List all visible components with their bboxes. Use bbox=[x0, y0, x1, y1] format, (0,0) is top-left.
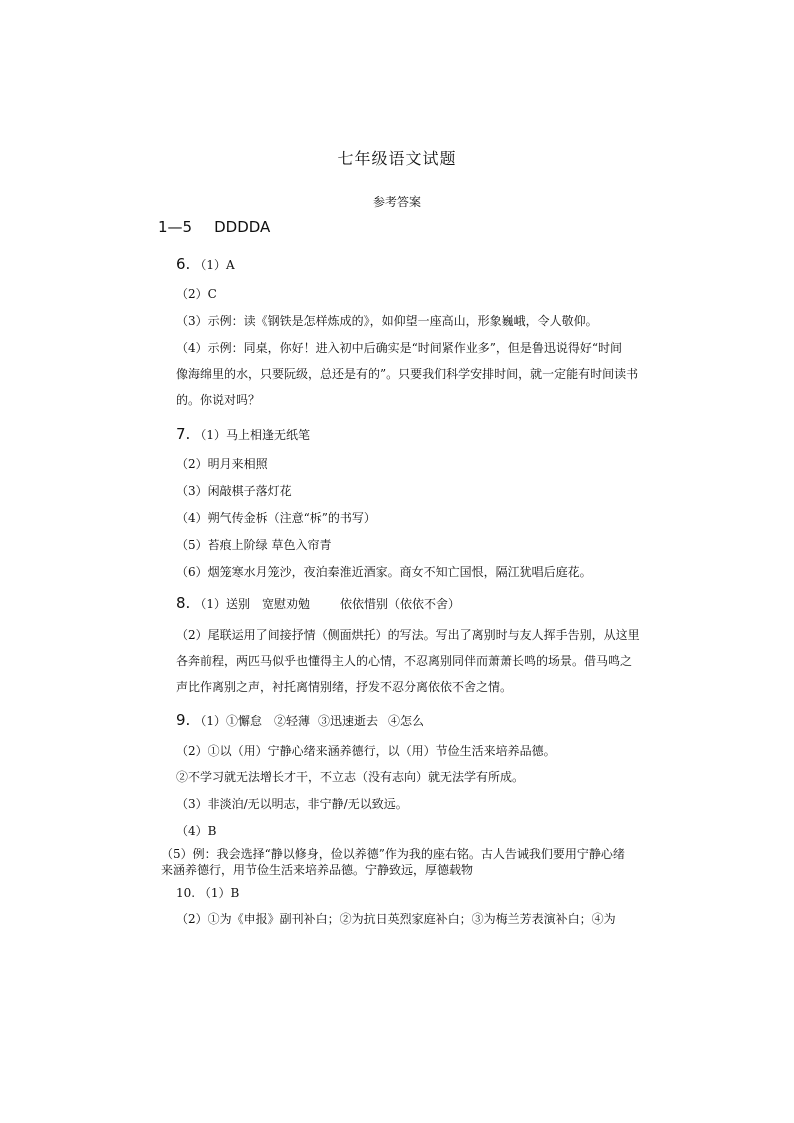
answer-7-2: （2）明月来相照 bbox=[176, 457, 268, 471]
answer-6-4-line2: 像海绵里的水，只要阮级，总还是有的”。只要我们科学安排时间，就一定能有时间读书 bbox=[176, 367, 639, 381]
answer-9-5-line1: （5）例：我会选择“静以修身，俭以养德”作为我的座右铭。古人告诫我们要用宁静心绪 bbox=[161, 847, 625, 861]
answer-text: （1）①懈怠 bbox=[194, 714, 262, 728]
answer-text: ④怎么 bbox=[387, 714, 424, 728]
answer-9-1 bbox=[176, 712, 424, 729]
answer-7-4: （4）朔气传金柝（注意“柝”的书写） bbox=[176, 511, 376, 525]
answer-text: （1）A bbox=[194, 258, 235, 272]
answer-8-2-line3: 声比作离别之声，衬托离情别绪，抒发不忍分离依依不舍之情。 bbox=[176, 680, 513, 694]
answer-7-6: （6）烟笼寒水月笼沙，夜泊秦淮近酒家。商女不知亡国恨，隔江犹唱后庭花。 bbox=[176, 565, 592, 579]
answer-10-2: （2）①为《申报》副刊补白；②为抗日英烈家庭补白；③为梅兰芳表演补白；④为 bbox=[176, 912, 616, 926]
question-number: 9. bbox=[176, 711, 191, 729]
page-title: 七年级语文试题 bbox=[337, 149, 457, 168]
question-number: 8. bbox=[176, 594, 191, 612]
answer-6-4-line1: （4）示例：同桌，你好！进入初中后确实是“时间紧作业多”，但是鲁迅说得好“时间 bbox=[176, 341, 623, 355]
answer-text: DDDDA bbox=[214, 218, 271, 236]
answer-8-2-line1: （2）尾联运用了间接抒情（侧面烘托）的写法。写出了离别时与友人挥手告别，从这里 bbox=[176, 628, 640, 642]
question-number: 1—5 bbox=[158, 218, 193, 236]
answer-7-5: （5）苔痕上阶绿 草色入帘青 bbox=[176, 538, 332, 552]
answer-9-5-line2: 来涵养德行，用节俭生活来培养品德。宁静致远，厚德载物 bbox=[161, 863, 474, 877]
answer-text: （1）送别 bbox=[194, 597, 250, 611]
page-subtitle: 参考答案 bbox=[372, 195, 421, 209]
answer-1-5 bbox=[158, 219, 270, 236]
answer-9-4: （4）B bbox=[176, 824, 217, 838]
answer-10-1: 10. （1）B bbox=[176, 886, 240, 900]
answer-6-4-line3: 的。你说对吗？ bbox=[176, 393, 261, 407]
answer-9-2-line1: （2）①以（用）宁静心绪来涵养德行，以（用）节俭生活来培养品德。 bbox=[176, 744, 556, 758]
answer-8-1 bbox=[176, 595, 460, 612]
answer-9-2-line2: ②不学习就无法增长才干，不立志（没有志向）就无法学有所成。 bbox=[176, 770, 525, 784]
answer-text: 宽慰劝勉 bbox=[261, 597, 310, 611]
answer-6-2: （2）C bbox=[176, 287, 217, 301]
answer-text: 依依惜别（依依不舍） bbox=[339, 597, 460, 611]
question-number: 7. bbox=[176, 425, 191, 443]
answer-text: ③迅速逝去 bbox=[317, 714, 378, 728]
answer-text: ②轻薄 bbox=[273, 714, 310, 728]
answer-7-3: （3）闲敲棋子落灯花 bbox=[176, 484, 292, 498]
question-number: 6. bbox=[176, 255, 191, 273]
answer-text: （1）马上相逢无纸笔 bbox=[194, 428, 310, 442]
answer-6-1 bbox=[176, 256, 235, 273]
answer-6-3: （3）示例：读《钢铁是怎样炼成的》，如仰望一座高山，形象巍峨，令人敬仰。 bbox=[176, 314, 598, 328]
answer-7-1 bbox=[176, 426, 310, 443]
answer-8-2-line2: 各奔前程，两匹马似乎也懂得主人的心情，不忍离别同伴而萧萧长鸣的场景。借马鸣之 bbox=[176, 654, 633, 668]
answer-9-3: （3）非淡泊/无以明志，非宁静/无以致远。 bbox=[176, 797, 408, 811]
